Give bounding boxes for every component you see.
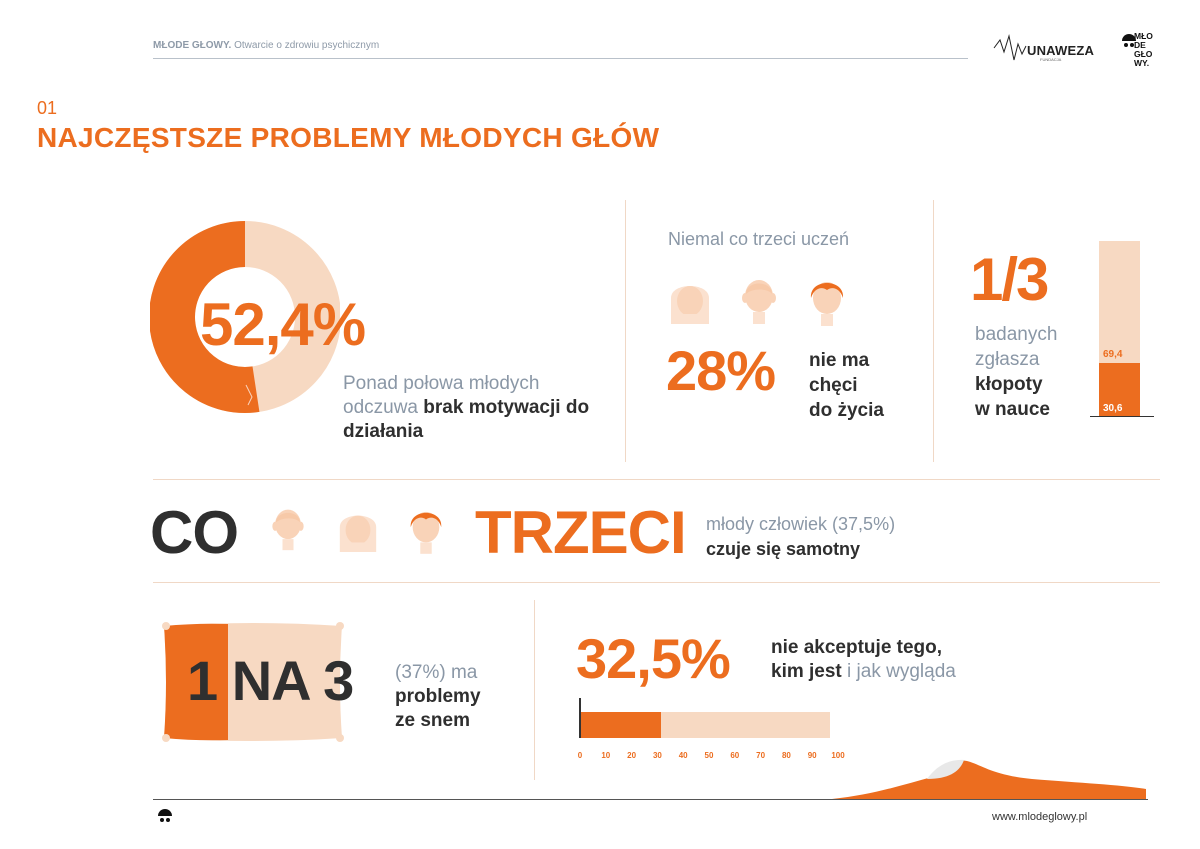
decorative-torn-wave bbox=[832, 755, 1148, 800]
unaweza-logo-text: UNAWEZA bbox=[1027, 43, 1095, 58]
acceptance-axis-tick: 10 bbox=[601, 751, 611, 760]
acceptance-axis-tick: 50 bbox=[704, 751, 714, 760]
divider-horizontal-2 bbox=[153, 582, 1160, 583]
acceptance-text-grey: i jak wygląda bbox=[841, 661, 956, 682]
person-long-hair-icon bbox=[667, 276, 713, 326]
person-highlighted-icon bbox=[406, 506, 446, 554]
sleep-text-bold-2: ze snem bbox=[395, 710, 470, 731]
acceptance-bar-fill bbox=[580, 712, 661, 738]
life-text-line-1: nie ma bbox=[809, 350, 870, 371]
lonely-text-regular: młody człowiek (37,5%) bbox=[706, 514, 896, 534]
acceptance-axis-tick: 90 bbox=[807, 751, 817, 760]
logo-line-2: DE bbox=[1134, 40, 1146, 50]
header-subtitle: Otwarcie o zdrowiu psychicznym bbox=[231, 40, 380, 51]
acceptance-text bbox=[771, 636, 956, 684]
life-value: 28% bbox=[666, 339, 776, 402]
motivation-text-regular: Ponad połowa młodych odczuwa bbox=[343, 373, 540, 418]
footer-url[interactable]: www.mlodeglowy.pl bbox=[992, 811, 1088, 823]
divider-vertical-1 bbox=[625, 200, 626, 462]
acceptance-axis-tick: 70 bbox=[756, 751, 766, 760]
motivation-text bbox=[343, 372, 603, 444]
motivation-value: 52,4% bbox=[200, 291, 366, 358]
header-brand: MŁODE GŁOWY. bbox=[153, 40, 232, 51]
school-text-line-1: badanych bbox=[975, 324, 1058, 345]
motivation-text-bold: brak motywacji do działania bbox=[343, 397, 590, 442]
lonely-word-trzeci: TRZECI bbox=[475, 499, 686, 566]
school-bar-top-label: 69,4 bbox=[1103, 349, 1123, 360]
life-text-line-3: do życia bbox=[809, 400, 884, 421]
sleep-text-bold-1: problemy bbox=[395, 686, 481, 707]
sleep-text bbox=[395, 661, 481, 733]
school-text-line-2: zgłasza bbox=[975, 349, 1040, 370]
person-short-hair-icon bbox=[270, 506, 306, 552]
life-lead-text: Niemal co trzeci uczeń bbox=[668, 229, 850, 249]
acceptance-axis-tick: 20 bbox=[627, 751, 637, 760]
header-title bbox=[153, 40, 379, 51]
acceptance-text-bold: kim jest bbox=[771, 661, 842, 682]
acceptance-axis-tick: 80 bbox=[781, 751, 791, 760]
person-short-hair-icon bbox=[740, 276, 778, 326]
acceptance-text-line-1: nie akceptuje tego, bbox=[771, 637, 943, 658]
school-text-bold-1: kłopoty bbox=[975, 374, 1043, 395]
school-bar-bottom-label: 30,6 bbox=[1103, 403, 1123, 414]
acceptance-value: 32,5% bbox=[576, 627, 730, 690]
divider-vertical-2 bbox=[933, 200, 934, 462]
divider-vertical-3 bbox=[534, 600, 535, 780]
school-text-bold-2: w nauce bbox=[975, 399, 1050, 420]
unaweza-logo-sub: FUNDACJA bbox=[1040, 57, 1062, 62]
person-highlighted-icon bbox=[806, 276, 848, 326]
mlode-glowy-logo-text bbox=[1134, 32, 1153, 68]
acceptance-axis-tick: 60 bbox=[730, 751, 740, 760]
school-bar-baseline bbox=[1090, 416, 1154, 417]
acceptance-axis-tick: 30 bbox=[652, 751, 662, 760]
life-text-line-2: chęci bbox=[809, 375, 858, 396]
acceptance-axis-tick: 40 bbox=[678, 751, 688, 760]
section-title: NAJCZĘSTSZE PROBLEMY MŁODYCH GŁÓW bbox=[37, 122, 660, 153]
logo-line-3: GŁO bbox=[1134, 49, 1153, 59]
school-value: 1/3 bbox=[970, 246, 1048, 313]
divider-horizontal-1 bbox=[153, 479, 1160, 480]
mlode-glowy-footer-icon bbox=[157, 808, 173, 824]
footer-divider bbox=[153, 799, 1148, 800]
sleep-text-regular: (37%) ma bbox=[395, 662, 478, 683]
acceptance-text-line-2 bbox=[771, 660, 956, 684]
acceptance-bar-axis bbox=[579, 698, 581, 738]
acceptance-axis-tick: 0 bbox=[577, 751, 583, 760]
sleep-value: 1 NA 3 bbox=[187, 649, 354, 712]
section-number: 01 bbox=[37, 98, 58, 118]
logo-line-1: MŁO bbox=[1134, 31, 1153, 41]
header-divider bbox=[153, 58, 968, 59]
logo-line-4: WY. bbox=[1134, 58, 1150, 68]
person-long-hair-icon bbox=[336, 506, 380, 554]
lonely-word-co: CO bbox=[150, 499, 238, 566]
school-text bbox=[975, 322, 1057, 422]
life-text bbox=[809, 348, 884, 423]
lonely-text-bold: czuje się samotny bbox=[706, 539, 861, 559]
lonely-text bbox=[706, 512, 895, 562]
acceptance-axis-tick: 100 bbox=[831, 751, 845, 760]
